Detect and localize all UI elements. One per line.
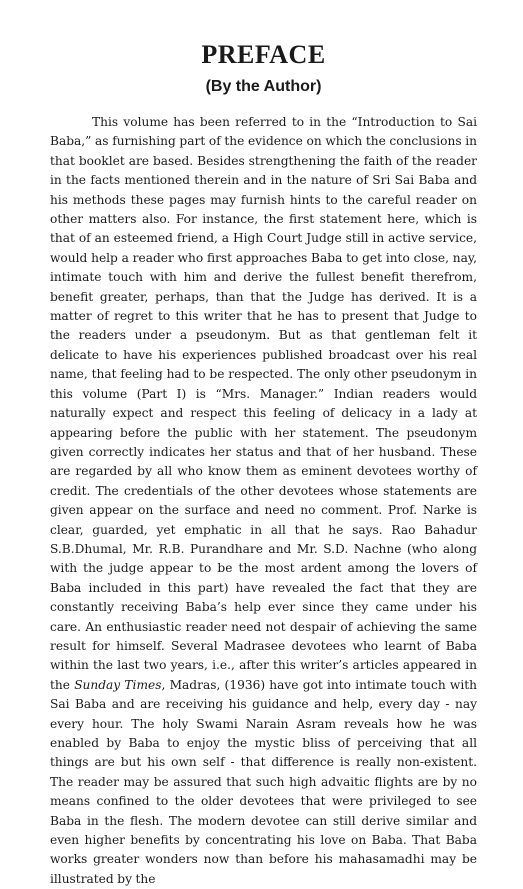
page-subtitle: (By the Author) — [205, 78, 322, 95]
body-paragraph — [50, 113, 477, 889]
paragraph-text-part1: This volume has been referred to in the “Introduction to Sai Baba,” as furnishing part of the evidence on which the conclusions in that booklet are based. Besides strengthening the faith of the reader in the facts mentioned therein and in the nature of Sri Sai Baba and his methods these pages may furnish hints to the careful reader on other matters also. For instance, the first statement here, which is that of an esteemed friend, a High Court Judge still in active service, would help a reader who first approaches Baba to get into close, nay, intimate touch with him and derive the fullest benefit therefrom, benefit greater, perhaps, than that the Judge has derived. It is a matter of regret to this writer that he has to present that Judge to the readers under a pseudonym. But as that gentleman felt it delicate to have his experiences published broadcast over his real name, that feeling had to be respected. The only other pseudonym in this volume (Part I) is “Mrs. Manager.” Indian readers would naturally expect and respect this feeling of delicacy in a lady at appearing before the public with her statement. The pseudonym given correctly indicates her status and that of her husband. These are regarded by all who know them as eminent devotees worthy of credit. The credentials of the other devotees whose statements are given appear on the surface and need no comment. Prof. Narke is clear, guarded, yet emphatic in all that he says. Rao Bahadur S.B.Dhumal, Mr. R.B. Purandhare and Mr. S.D. Nachne (who along with the judge appear to be the most ardent among the lovers of Baba included in this part) have revealed the fact that they are constantly receiving Baba’s help ever since they came under his care. An enthusiastic reader need not despair of achieving the same result for himself. Several Madrasee devotees who learnt of Baba within the last two years, i.e., after this writer’s articles appeared in the — [50, 115, 477, 692]
newspaper-name: Sunday Times — [74, 677, 162, 692]
paragraph-text-part2: , Madras, (1936) have got into intimate touch with Sai Baba and are receiving his guidance and help, every day - nay every hour. The holy Swami Narain Asram reveals how he was enabled by Baba to enjoy the mystic bliss of perceiving that all things are but his own self - that difference is really non-existent. The reader may be assured that such high advaitic flights are by no means confined to the older devotees that were privileged to see Baba in the flesh. The modern devotee can still derive similar and even higher benefits by concentrating his love on Baba. That Baba works greater wonders now than before his mahasamadhi may be illustrated by the — [50, 677, 477, 886]
page-title: PREFACE — [201, 40, 326, 69]
